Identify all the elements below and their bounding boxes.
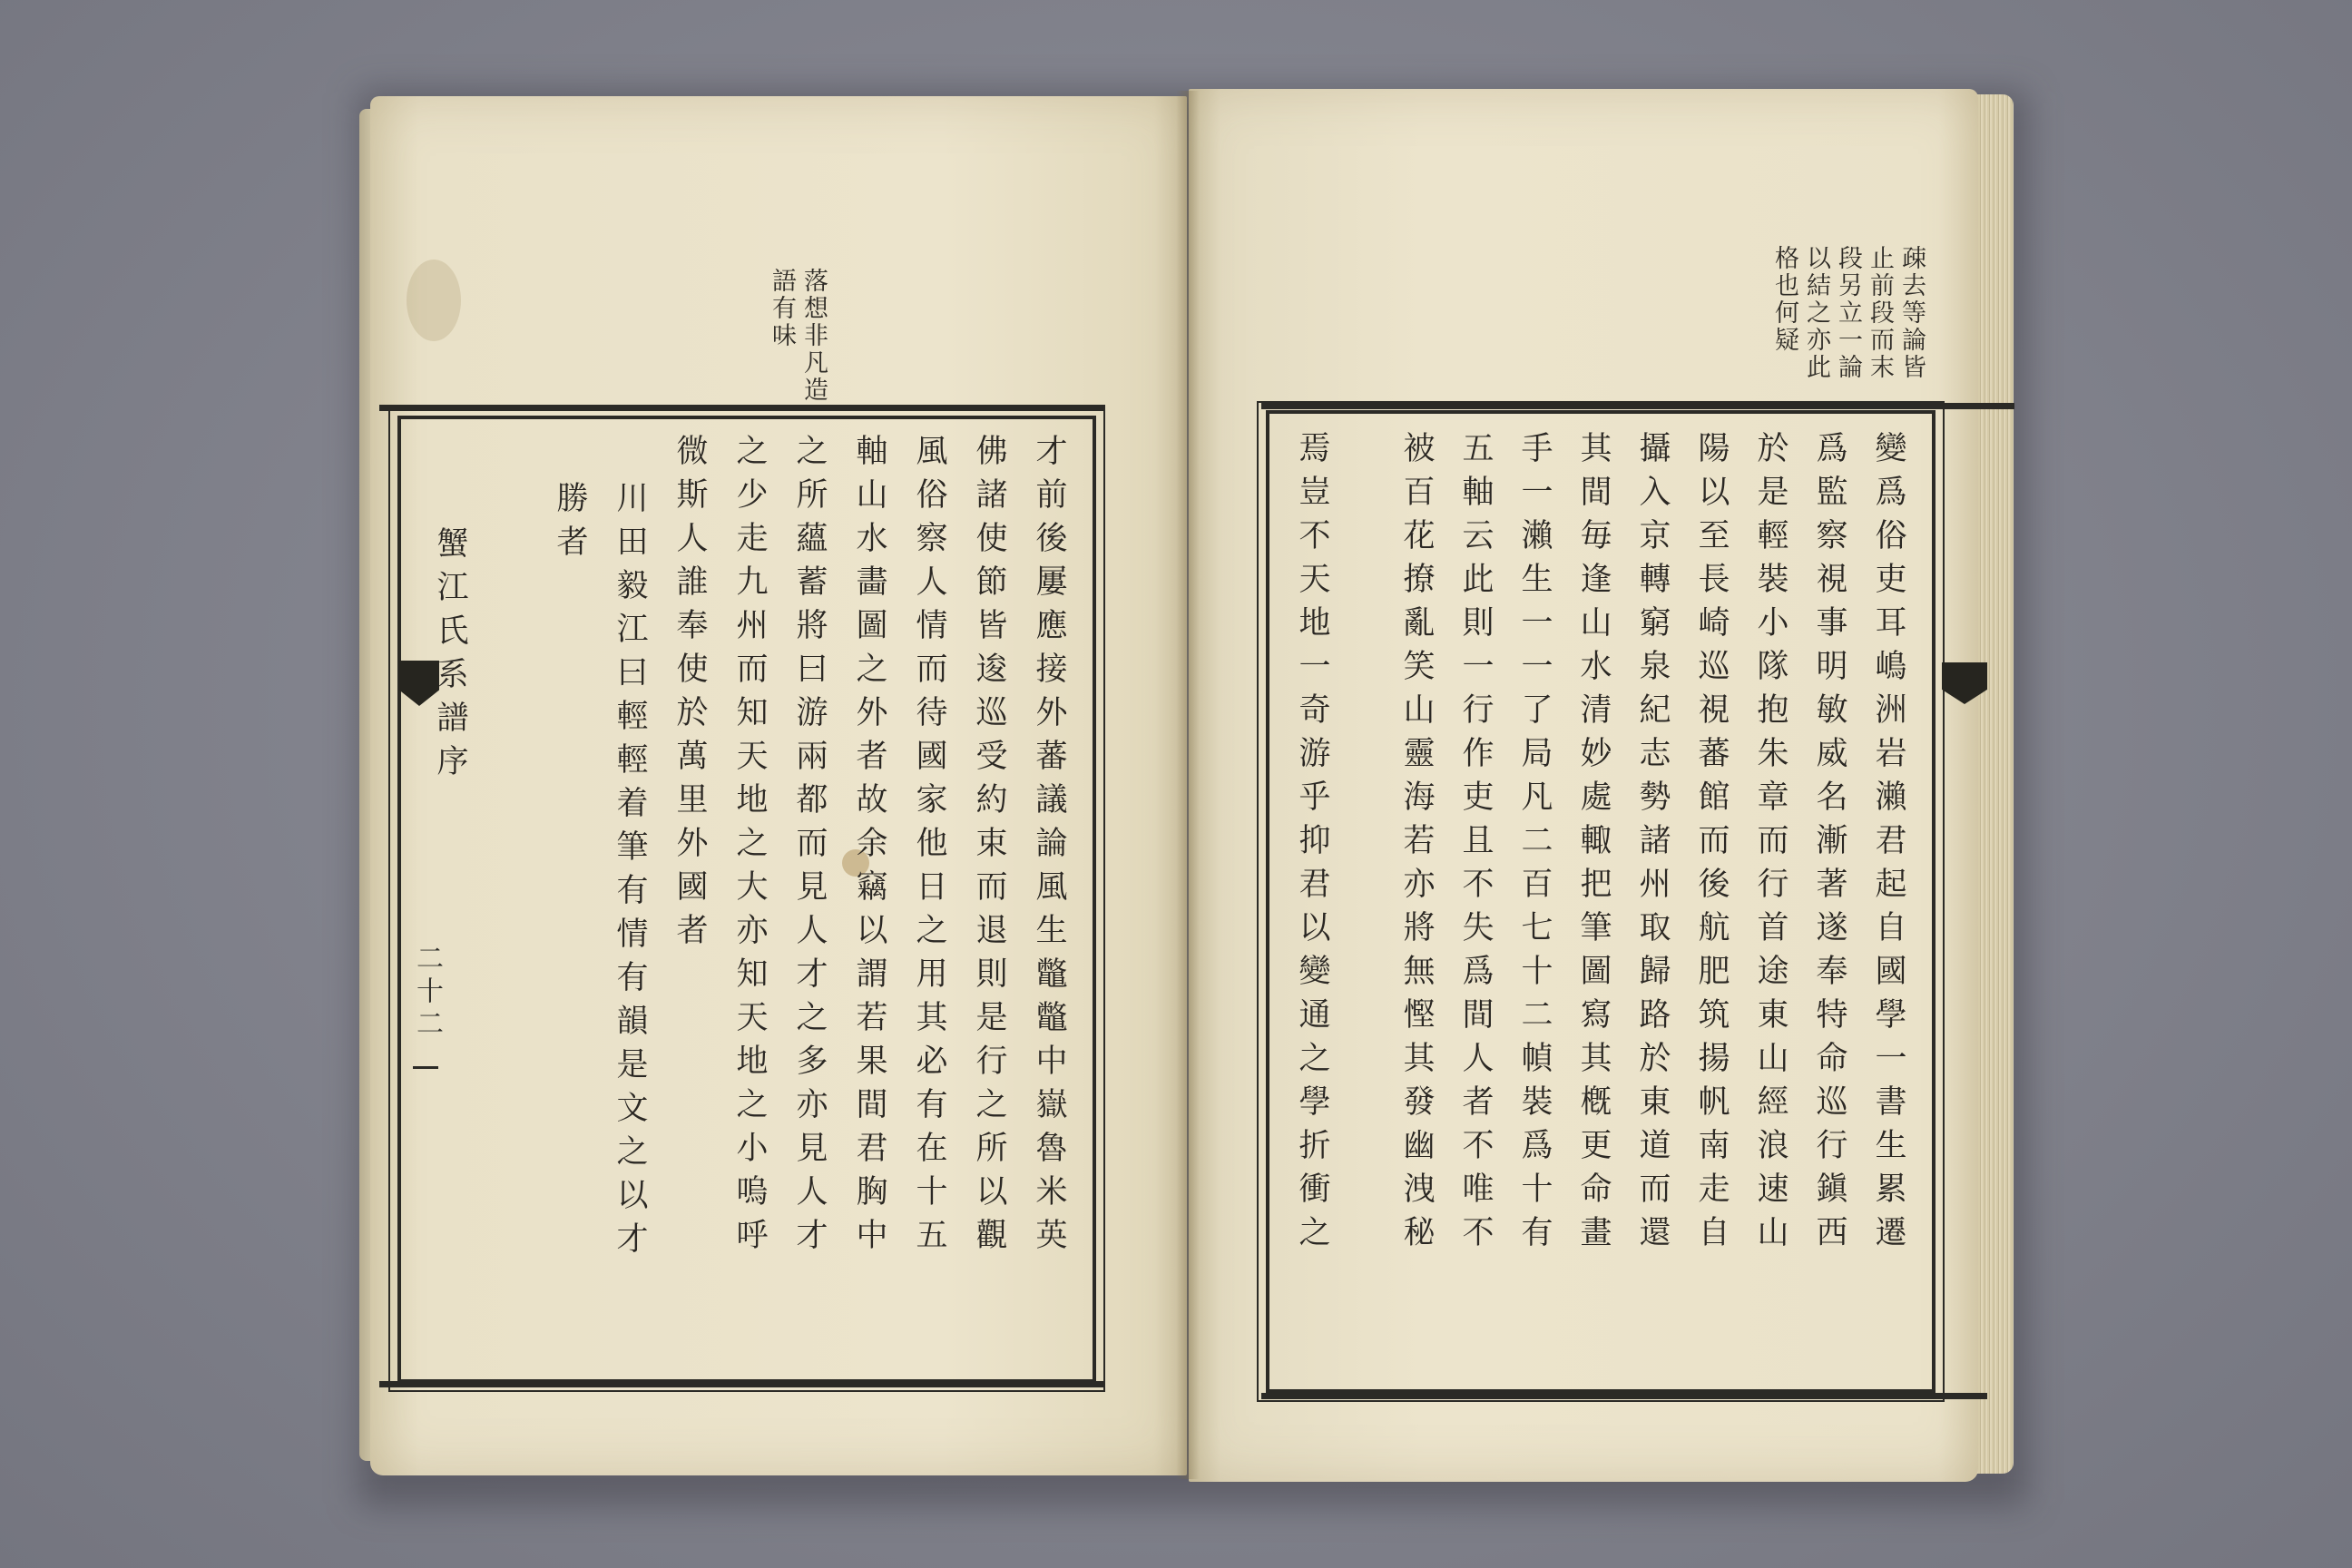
text-column: 之所蘊蓄將曰游兩都而見人才之多亦見人才 bbox=[791, 434, 828, 1261]
page-number-rule bbox=[413, 1066, 438, 1069]
text-column: 爲監察視事明敏威名漸著遂奉特命巡行鎭西 bbox=[1811, 431, 1847, 1259]
headnote-line: 疎去等論皆 bbox=[1897, 245, 1926, 381]
headnote-line: 以結之亦此 bbox=[1802, 245, 1830, 381]
text-column: 佛諸使節皆逡巡受約束而退則是行之所以觀 bbox=[971, 434, 1007, 1261]
text-column: 之少走九州而知天地之大亦知天地之小嗚呼 bbox=[731, 434, 768, 1261]
text-column: 手一瀨生一一了局凡二百七十二幀裝爲十有 bbox=[1516, 431, 1553, 1259]
text-column: 才前後屢應接外蕃議論風生鼈鼈中嶽魯米英 bbox=[1031, 434, 1067, 1261]
text-column: 焉豈不天地一奇游乎抑君以變通之學折衝之 bbox=[1294, 431, 1330, 1259]
top-rule bbox=[379, 405, 1105, 411]
text-column: 川田毅江曰輕輕着筆有情有韻是文之以才 bbox=[612, 481, 648, 1265]
text-column: 勝者 bbox=[552, 481, 588, 568]
headnote-line: 語有味 bbox=[768, 268, 796, 349]
text-column: 陽以至長崎巡視蕃館而後航肥筑揚帆南走自 bbox=[1693, 431, 1730, 1259]
top-rule bbox=[1261, 403, 2014, 409]
headnote-line: 止前段而末 bbox=[1866, 245, 1894, 381]
headnote-line: 落想非凡造 bbox=[799, 268, 828, 404]
text-column: 變爲俗吏耳嶋洲岩瀨君起自國學一書生累遷 bbox=[1870, 431, 1906, 1259]
gutter-shadow bbox=[1176, 91, 1200, 1479]
text-column: 其間毎逢山水清妙處輙把筆圖寫其槪更命畫 bbox=[1575, 431, 1612, 1259]
text-column: 五軸云此則一行作吏且不失爲間人者不唯不 bbox=[1457, 431, 1494, 1259]
page-edges bbox=[1974, 94, 2014, 1474]
section-title: 蟹江氏系譜序 bbox=[432, 526, 468, 788]
page-number: 二十二 bbox=[411, 944, 443, 1042]
headnote-line: 格也何疑 bbox=[1770, 245, 1798, 354]
paper-stain bbox=[407, 260, 461, 341]
text-column: 被百花撩亂笑山靈海若亦將無慳其發幽洩秘 bbox=[1398, 431, 1435, 1259]
bottom-rule bbox=[1261, 1393, 1987, 1399]
text-column: 風俗察人情而待國家他日之用其必有在十五 bbox=[911, 434, 947, 1261]
bottom-rule bbox=[379, 1381, 1105, 1387]
text-column: 微斯人誰奉使於萬里外國者 bbox=[671, 434, 708, 956]
text-column: 攝入京轉窮泉紀志勢諸州取歸路於東道而還 bbox=[1634, 431, 1671, 1259]
text-column: 於是輕裝小隊抱朱章而行首途東山經浪速山 bbox=[1752, 431, 1788, 1259]
headnote-line: 段另立一論 bbox=[1834, 245, 1862, 381]
text-column: 軸山水畵圖之外者故余竊以謂若果間君胸中 bbox=[851, 434, 887, 1261]
